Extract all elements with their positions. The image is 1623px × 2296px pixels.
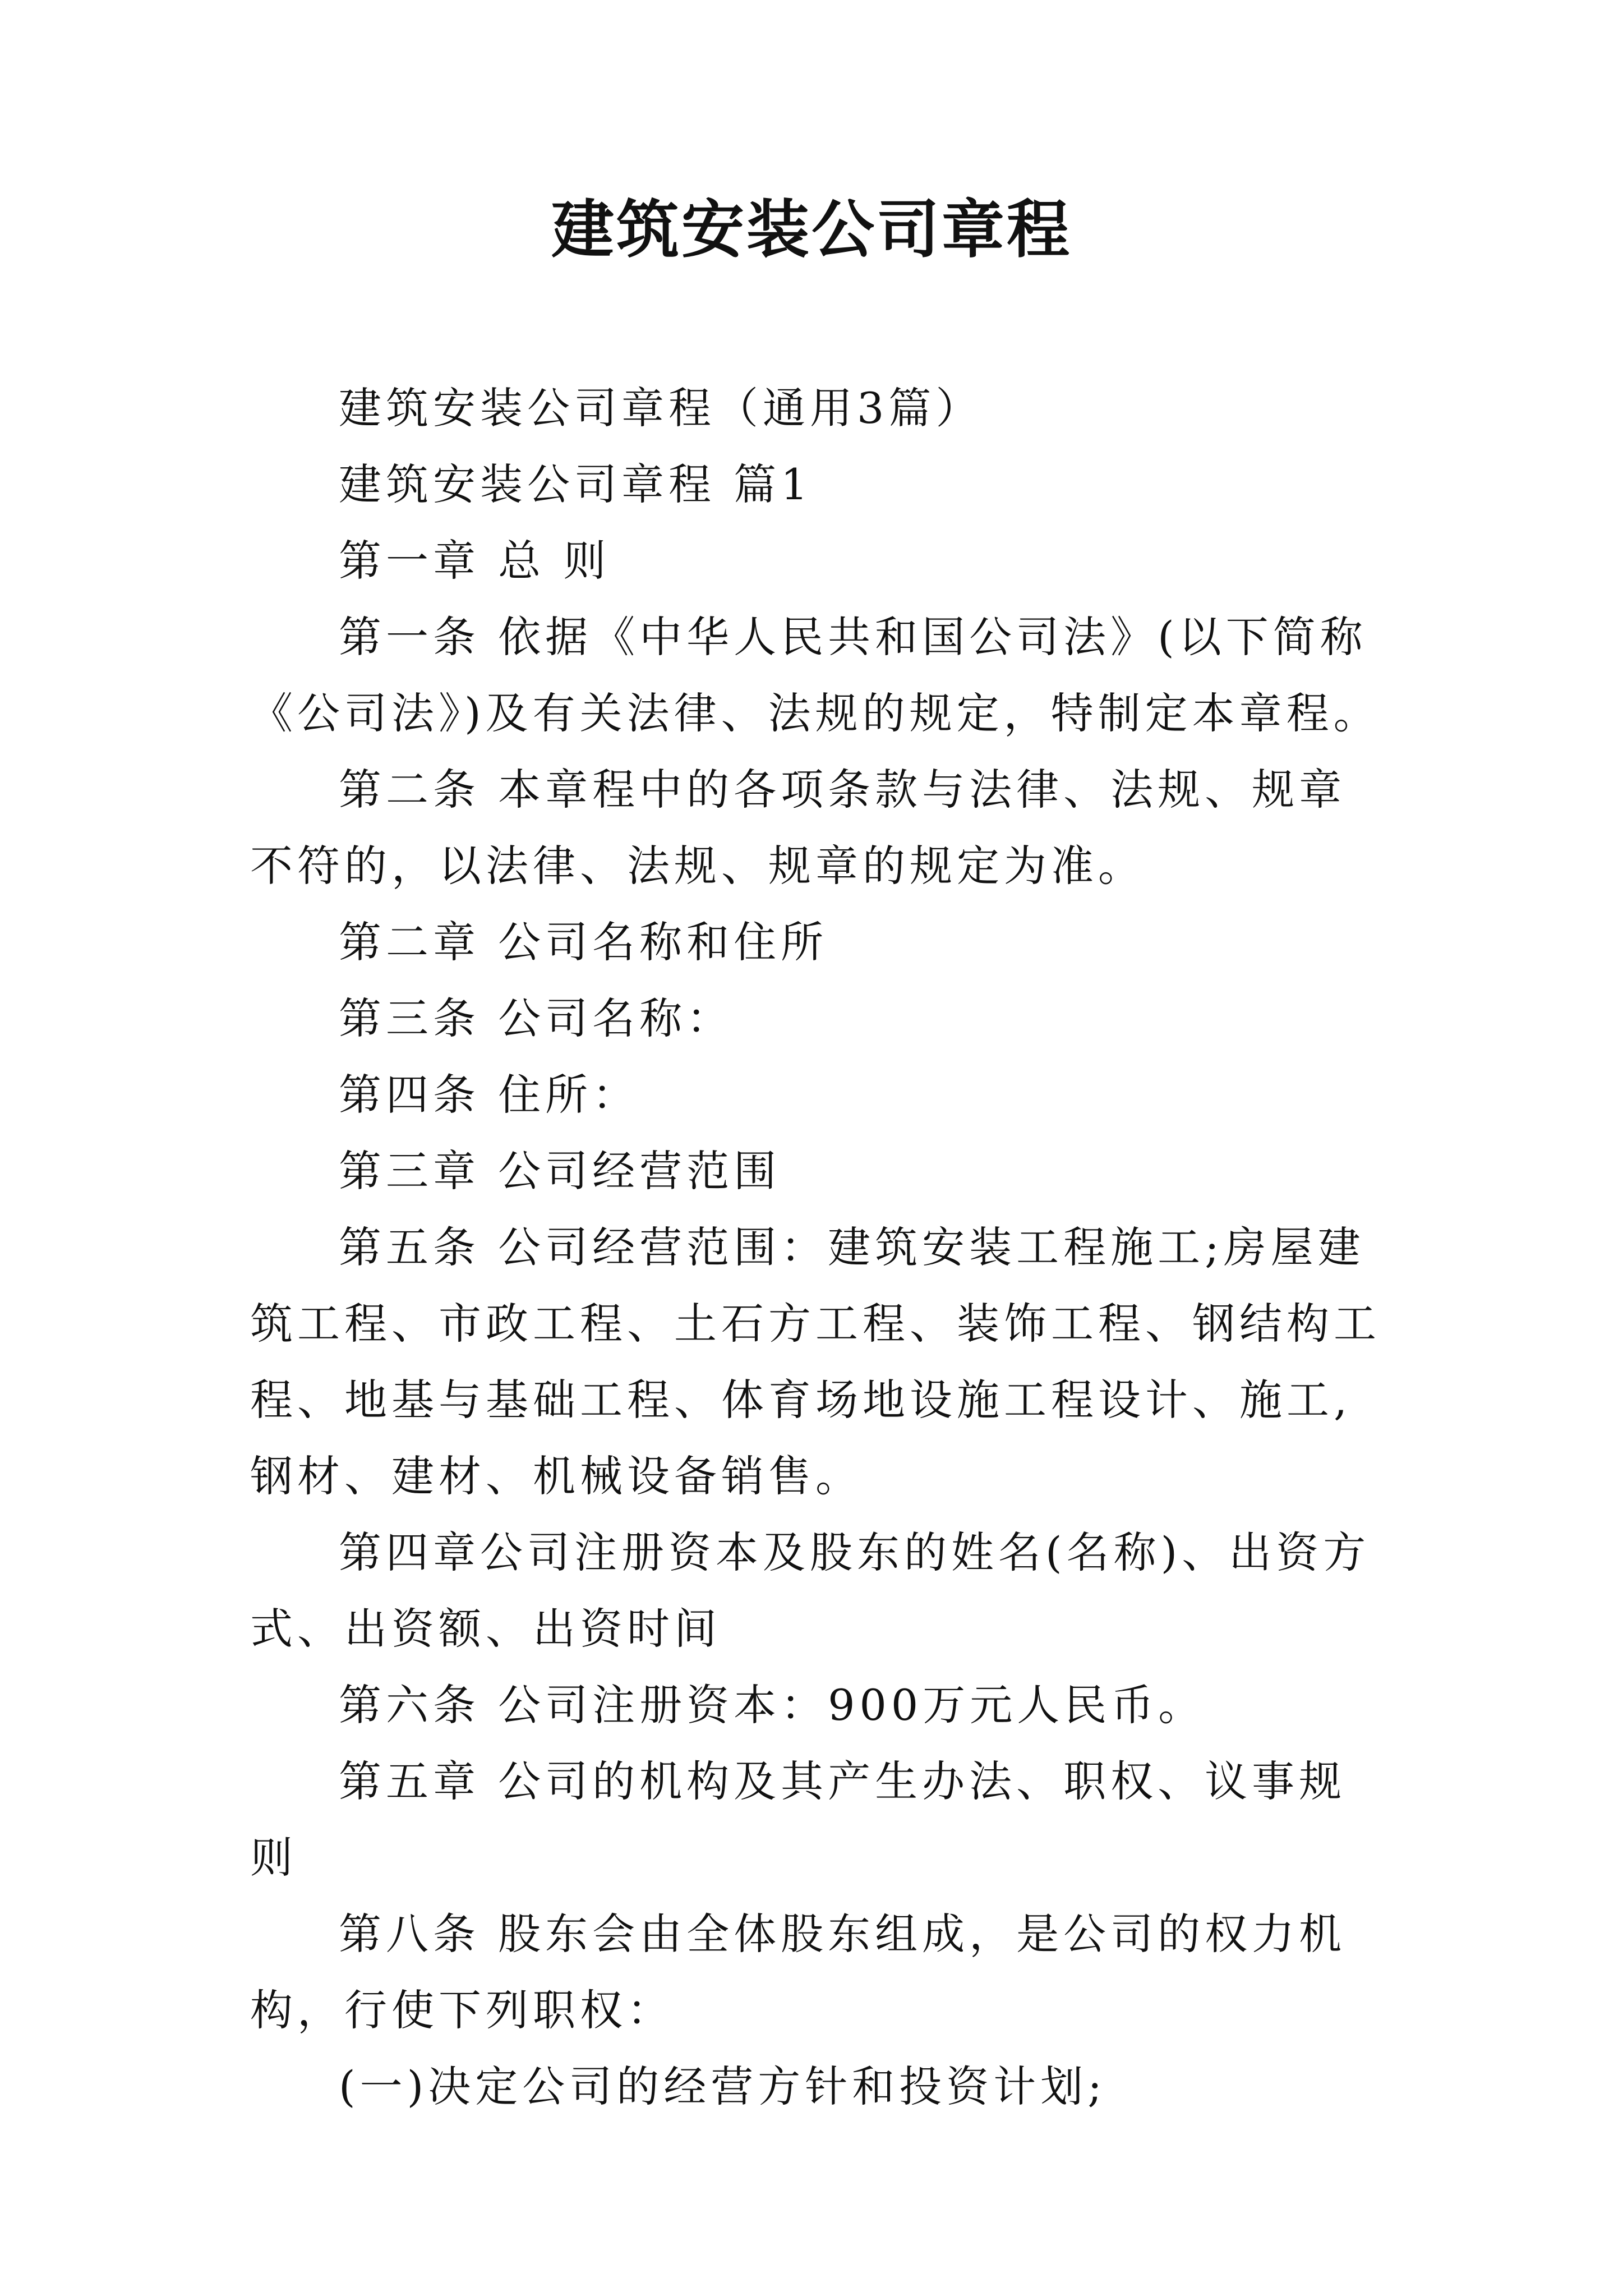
paragraph-part-heading: 建筑安装公司章程 篇1 — [339, 459, 813, 509]
article-8: 第八条 股东会由全体股东组成，是公司的权力机构，行使下列职权： — [250, 1909, 1347, 2035]
article-6: 第六条 公司注册资本：900万元人民币。 — [339, 1680, 1206, 1730]
article-5: 第五条 公司经营范围：建筑安装工程施工;房屋建筑工程、市政工程、土石方工程、装饰工程、钢结构工程、地基与基础工程、体育场地设施工程设计、施工,钢材、建材、机械设备销售。 — [250, 1222, 1381, 1501]
list-item-1: (一)决定公司的经营方针和投资计划; — [339, 2062, 1106, 2111]
article-3: 第三条 公司名称： — [339, 993, 734, 1043]
document-body — [250, 370, 1389, 2125]
chapter-heading-1: 第一章 总 则 — [339, 536, 611, 586]
chapter-heading-5: 第五章 公司的机构及其产生办法、职权、议事规则 — [250, 1756, 1347, 1883]
article-2: 第二条 本章程中的各项条款与法律、法规、规章不符的，以法律、法规、规章的规定为准。 — [250, 765, 1347, 891]
chapter-heading-3: 第三章 公司经营范围 — [339, 1146, 781, 1196]
chapter-heading-2: 第二章 公司名称和住所 — [339, 917, 828, 967]
document-title: 建筑安装公司章程 — [551, 193, 1072, 266]
article-4: 第四条 住所： — [339, 1070, 640, 1120]
article-1: 第一条 依据《中华人民共和国公司法》(以下简称《公司法》)及有关法律、法规的规定，特制定本章程。 — [250, 612, 1381, 738]
paragraph-subtitle: 建筑安装公司章程（通用3篇） — [339, 383, 983, 433]
chapter-heading-4: 第四章公司注册资本及股东的姓名(名称)、出资方式、出资额、出资时间 — [250, 1527, 1371, 1654]
